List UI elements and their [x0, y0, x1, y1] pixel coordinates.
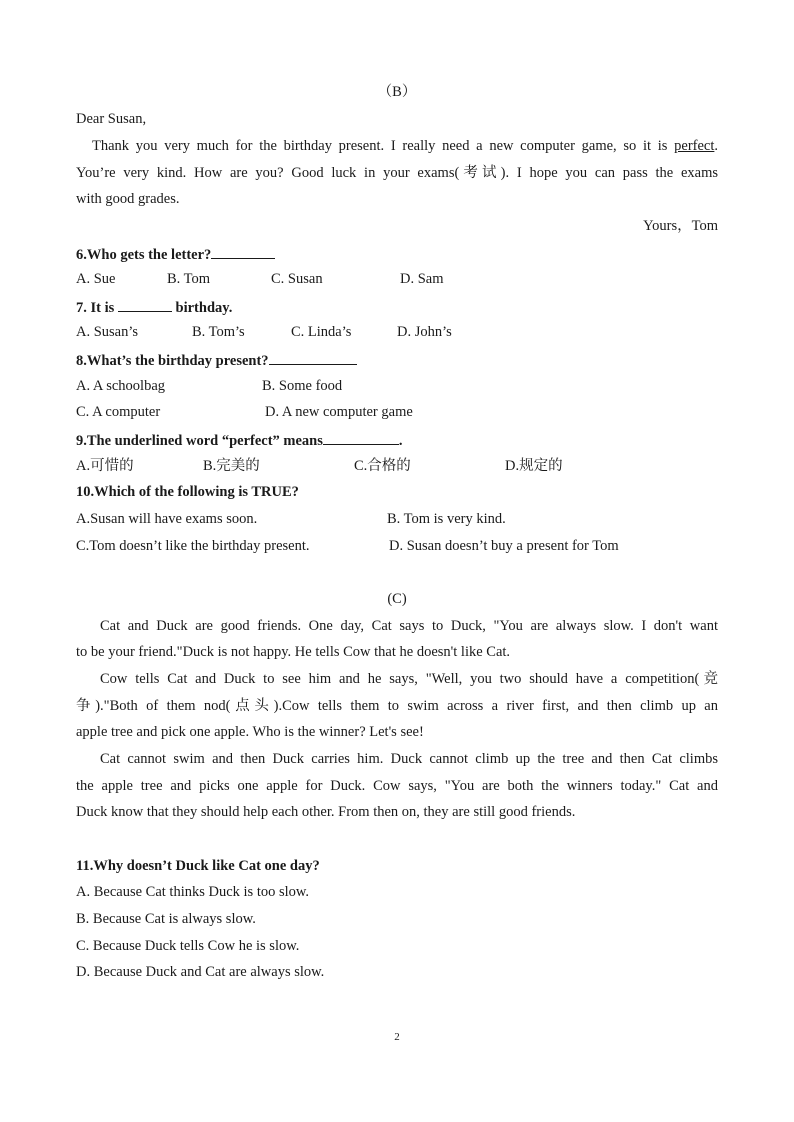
story-p3-line-2: the apple tree and picks one apple for Duck. Cow says, "You are both the winners today." Cat and	[76, 778, 718, 794]
letter-line-2: You’re very kind. How are you? Good luck in your exams(考试). I hope you can pass the exams	[76, 165, 718, 181]
answer-blank	[323, 430, 399, 445]
page-number: 2	[394, 1031, 400, 1043]
q9-option-d: D.规定的	[505, 458, 563, 474]
story-p1-line-1: Cat and Duck are good friends. One day, Cat says to Duck, "You are always slow. I don't want	[100, 618, 718, 634]
question-8-text: 8.What’s the birthday present?	[76, 353, 269, 369]
q6-option-b: B. Tom	[167, 271, 211, 287]
letter-line-1-period: .	[714, 138, 719, 154]
question-11: 11.Why doesn’t Duck like Cat one day?	[76, 858, 320, 874]
question-9-text: 9.The underlined word “perfect” means	[76, 433, 323, 449]
question-7	[76, 297, 232, 317]
q6-option-c: C. Susan	[271, 271, 323, 287]
question-7-text-pre: 7. It is	[76, 300, 115, 316]
q6-option-a: A. Sue	[76, 271, 116, 287]
letter-line-1-text: Thank you very much for the birthday present. I really need a new computer game, so it is	[92, 138, 668, 154]
q8-option-d: D. A new computer game	[265, 404, 413, 420]
question-6	[76, 244, 275, 264]
q9-option-a: A.可惜的	[76, 458, 134, 474]
q10-option-b: B. Tom is very kind.	[387, 511, 506, 527]
q11-option-a: A. Because Cat thinks Duck is too slow.	[76, 884, 310, 900]
q11-option-c: C. Because Duck tells Cow he is slow.	[76, 938, 300, 954]
underlined-word-perfect: perfect	[674, 138, 715, 154]
question-10: 10.Which of the following is TRUE?	[76, 484, 299, 500]
q6-option-d: D. Sam	[400, 271, 444, 287]
q11-option-d: D. Because Duck and Cat are always slow.	[76, 964, 325, 980]
q7-option-a: A. Susan’s	[76, 324, 139, 340]
story-p1-line-2: to be your friend."Duck is not happy. He tells Cow that he doesn't like Cat.	[76, 644, 511, 660]
story-p2-line-1: Cow tells Cat and Duck to see him and he says, "Well, you two should have a competition(竞	[100, 671, 718, 687]
q11-option-b: B. Because Cat is always slow.	[76, 911, 256, 927]
q10-option-c: C.Tom doesn’t like the birthday present.	[76, 538, 310, 554]
q8-option-c: C. A computer	[76, 404, 161, 420]
story-p2-line-3: apple tree and pick one apple. Who is the winner? Let's see!	[76, 724, 424, 740]
question-8	[76, 350, 357, 370]
letter-closing: Yours，Tom	[643, 218, 718, 234]
q10-option-d: D. Susan doesn’t buy a present for Tom	[389, 538, 619, 554]
q7-option-d: D. John’s	[397, 324, 452, 340]
q10-option-a: A.Susan will have exams soon.	[76, 511, 258, 527]
story-p2-line-2: 争)."Both of them nod(点头).Cow tells them to swim across a river first, and then climb up an	[76, 698, 718, 714]
section-b-heading: （B）	[377, 84, 417, 100]
letter-line-3: with good grades.	[76, 191, 180, 207]
q9-option-b: B.完美的	[203, 458, 260, 474]
question-7-text-post: birthday.	[175, 300, 233, 316]
question-9-period: .	[398, 433, 403, 449]
answer-blank	[211, 244, 275, 259]
story-p3-line-1: Cat cannot swim and then Duck carries him. Duck cannot climb up the tree and then Cat climbs	[100, 751, 718, 767]
answer-blank	[269, 350, 357, 365]
question-6-text: 6.Who gets the letter?	[76, 247, 212, 263]
q8-option-b: B. Some food	[262, 378, 343, 394]
letter-salutation: Dear Susan,	[76, 111, 147, 127]
answer-blank	[118, 297, 172, 312]
letter-line-1	[92, 137, 718, 155]
q7-option-c: C. Linda’s	[291, 324, 352, 340]
q9-option-c: C.合格的	[354, 458, 411, 474]
q8-option-a: A. A schoolbag	[76, 378, 166, 394]
story-p3-line-3: Duck know that they should help each other. From then on, they are still good friends.	[76, 804, 576, 820]
q7-option-b: B. Tom’s	[192, 324, 245, 340]
question-9	[76, 430, 403, 450]
section-c-heading: (C)	[387, 591, 407, 607]
